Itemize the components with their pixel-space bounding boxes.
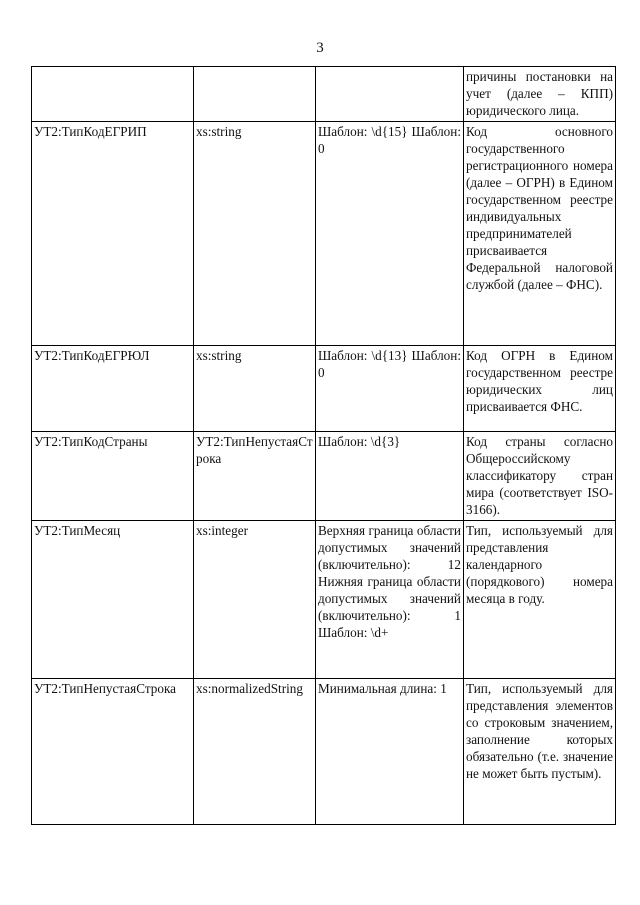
type-name-cell: УТ2:ТипКодЕГРЮЛ: [32, 346, 194, 432]
table-row: [32, 122, 616, 346]
base-type-cell: xs:normalizedString: [194, 679, 316, 825]
description-cell: Код ОГРН в Едином государственном реестре юридических лиц присваивается ФНС.: [464, 346, 616, 432]
restriction-cell: Шаблон: \d{3}: [316, 432, 464, 521]
restriction-cell: Шаблон: \d{15} Шаблон: 0: [316, 122, 464, 346]
type-name-cell: УТ2:ТипНепустаяСтрока: [32, 679, 194, 825]
base-type-cell: [194, 67, 316, 122]
restriction-cell: Минимальная длина: 1: [316, 679, 464, 825]
base-type-cell: УТ2:ТипНепустаяСтрока: [194, 432, 316, 521]
type-name-cell: УТ2:ТипМесяц: [32, 521, 194, 679]
restriction-cell: [316, 67, 464, 122]
type-name-cell: [32, 67, 194, 122]
type-name-cell: УТ2:ТипКодЕГРИП: [32, 122, 194, 346]
table-row: [32, 679, 616, 825]
table-row: [32, 346, 616, 432]
page-number: 3: [316, 40, 324, 56]
restriction-cell: Шаблон: \d{13} Шаблон: 0: [316, 346, 464, 432]
type-definitions-table: [31, 66, 616, 825]
description-cell: причины постановки на учет (далее – КПП) юридического лица.: [464, 67, 616, 122]
description-cell: Код страны согласно Общероссийскому классификатору стран мира (соответствует ISO-3166).: [464, 432, 616, 521]
description-cell: Тип, используемый для представления календарного (порядкового) номера месяца в году.: [464, 521, 616, 679]
table-row: [32, 67, 616, 122]
base-type-cell: xs:string: [194, 346, 316, 432]
base-type-cell: xs:string: [194, 122, 316, 346]
restriction-cell: Верхняя граница области допустимых значений (включительно): 12 Нижняя граница области допустимых значений (включительно): 1 Шаблон: \d+: [316, 521, 464, 679]
table-row: [32, 432, 616, 521]
base-type-cell: xs:integer: [194, 521, 316, 679]
type-name-cell: УТ2:ТипКодСтраны: [32, 432, 194, 521]
description-cell: Код основного государственного регистрационного номера (далее – ОГРН) в Едином государственном реестре индивидуальных предпринимателей присваивается Федеральной налоговой службой (далее – ФНС).: [464, 122, 616, 346]
table-row: [32, 521, 616, 679]
description-cell: Тип, используемый для представления элементов со строковым значением, заполнение которых обязательно (т.е. значение не может быть пустым).: [464, 679, 616, 825]
